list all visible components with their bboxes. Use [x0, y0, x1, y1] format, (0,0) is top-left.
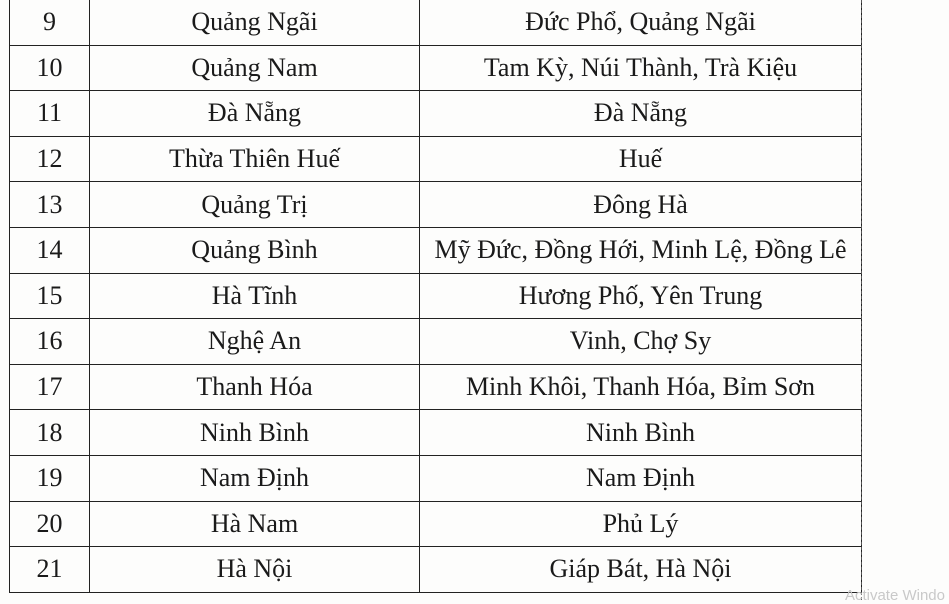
province-name: Quảng Bình — [90, 227, 420, 273]
province-name: Hà Nam — [90, 501, 420, 547]
province-name: Thanh Hóa — [90, 364, 420, 410]
table-row — [10, 364, 862, 410]
row-number: 12 — [10, 136, 90, 182]
station-list: Vinh, Chợ Sy — [420, 319, 862, 365]
dashed-margin-line — [861, 0, 862, 600]
row-number: 20 — [10, 501, 90, 547]
row-number: 13 — [10, 182, 90, 228]
station-list: Giáp Bát, Hà Nội — [420, 547, 862, 593]
station-list: Minh Khôi, Thanh Hóa, Bỉm Sơn — [420, 364, 862, 410]
table-row — [10, 0, 862, 45]
table-row — [10, 455, 862, 501]
station-list: Ninh Bình — [420, 410, 862, 456]
row-number: 9 — [10, 0, 90, 45]
row-number: 19 — [10, 455, 90, 501]
row-number: 16 — [10, 319, 90, 365]
province-name: Ninh Bình — [90, 410, 420, 456]
table-row — [10, 136, 862, 182]
province-name: Hà Nội — [90, 547, 420, 593]
station-list: Đông Hà — [420, 182, 862, 228]
activation-watermark: Activate Windo — [844, 587, 945, 604]
province-name: Quảng Nam — [90, 45, 420, 91]
station-list: Phủ Lý — [420, 501, 862, 547]
row-number: 21 — [10, 547, 90, 593]
row-number: 14 — [10, 227, 90, 273]
station-list: Tam Kỳ, Núi Thành, Trà Kiệu — [420, 45, 862, 91]
table-row — [10, 547, 862, 593]
table-row — [10, 227, 862, 273]
table-row — [10, 273, 862, 319]
table-row — [10, 501, 862, 547]
table-row — [10, 45, 862, 91]
table-row — [10, 319, 862, 365]
station-list: Đà Nẵng — [420, 91, 862, 137]
table-row — [10, 182, 862, 228]
station-list: Nam Định — [420, 455, 862, 501]
row-number: 10 — [10, 45, 90, 91]
row-number: 18 — [10, 410, 90, 456]
station-list: Huế — [420, 136, 862, 182]
station-table — [9, 0, 862, 593]
table-body — [10, 0, 862, 592]
row-number: 15 — [10, 273, 90, 319]
province-name: Nghệ An — [90, 319, 420, 365]
station-list: Hương Phố, Yên Trung — [420, 273, 862, 319]
row-number: 17 — [10, 364, 90, 410]
province-name: Hà Tĩnh — [90, 273, 420, 319]
province-name: Thừa Thiên Huế — [90, 136, 420, 182]
table-row — [10, 410, 862, 456]
station-list: Đức Phổ, Quảng Ngãi — [420, 0, 862, 45]
province-name: Đà Nẵng — [90, 91, 420, 137]
station-list: Mỹ Đức, Đồng Hới, Minh Lệ, Đồng Lê — [420, 227, 862, 273]
table-row — [10, 91, 862, 137]
province-name: Quảng Trị — [90, 182, 420, 228]
row-number: 11 — [10, 91, 90, 137]
province-name: Nam Định — [90, 455, 420, 501]
province-name: Quảng Ngãi — [90, 0, 420, 45]
